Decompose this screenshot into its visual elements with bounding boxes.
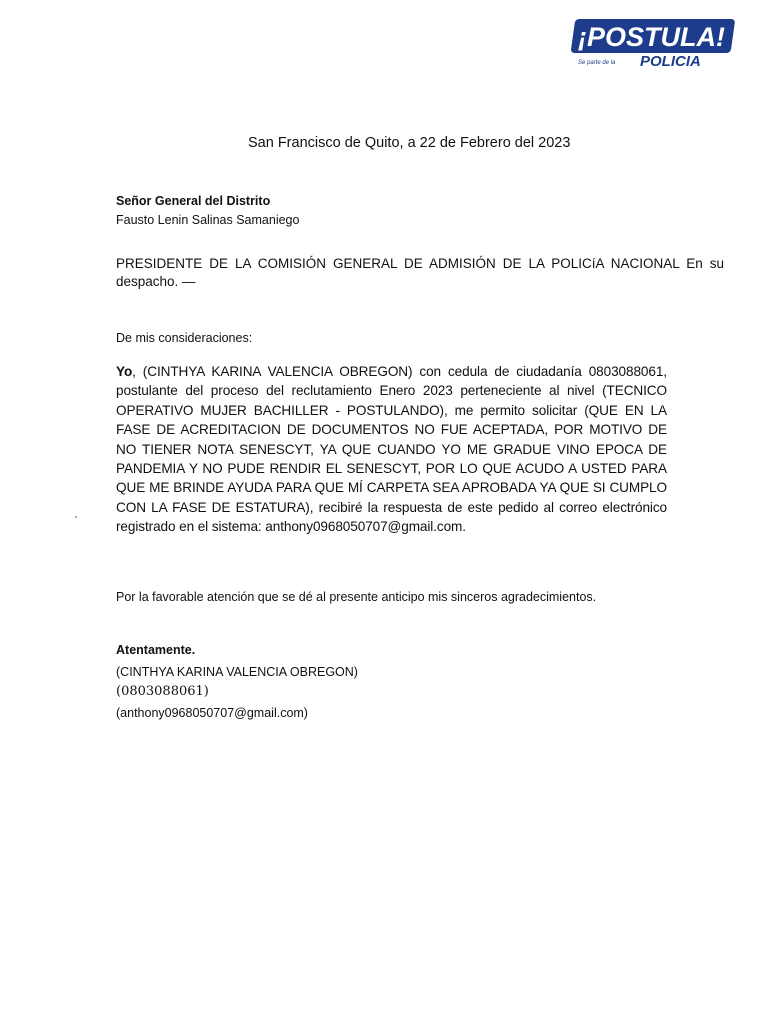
signature-email: (anthony0968050707@gmail.com) bbox=[116, 706, 308, 720]
body-lead: Yo bbox=[116, 364, 133, 379]
logo-sub-text: POLICIA bbox=[640, 53, 701, 70]
body-text: , (CINTHYA KARINA VALENCIA OBREGON) con cedula de ciudadanía 0803088061, postulante del proceso del reclutamiento Enero 2023 perteneciente al nivel (TECNICO OPERATIVO MUJER BACHILLER - POSTULANDO), me permito solicitar (QUE EN LA FASE DE ACREDITACION DE DOCUMENTOS NO FUE ACEPTADA, POR MOTIVO DE NO TIENER NOTA SENESCYT, YA QUE CUANDO YO ME GRADUE VINO EPOCA DE PANDEMIA Y NO PUDE RENDIR EL SENESCYT, POR LO QUE ACUDO A USTED PARA QUE ME BRINDE AYUDA PARA QUE MÍ CARPETA SEA APROBADA YA QUE SI CUMPLO CON LA FASE DE ESTATURA), recibiré la respuesta de este pedido al correo electrónico registrado en el sistema: anthony0968050707@gmail.com. bbox=[116, 364, 667, 535]
closing-line: Por la favorable atención que se dé al presente anticipo mis sinceros agradecimientos. bbox=[116, 590, 597, 604]
postula-policia-logo bbox=[566, 14, 738, 70]
logo-tagline: Se parte de la bbox=[578, 60, 616, 66]
stray-dot bbox=[75, 516, 77, 518]
recipient-title: Señor General del Distrito bbox=[116, 194, 271, 208]
recipient-name: Fausto Lenin Salinas Samaniego bbox=[116, 213, 300, 227]
letter-body bbox=[116, 362, 667, 537]
greeting: De mis consideraciones: bbox=[116, 331, 253, 345]
signoff: Atentamente. bbox=[116, 643, 196, 657]
signature-name: (CINTHYA KARINA VALENCIA OBREGON) bbox=[116, 665, 358, 679]
recipient-position: PRESIDENTE DE LA COMISIÓN GENERAL DE ADMISIÓN DE LA POLICíA NACIONAL En su despacho. — bbox=[116, 256, 724, 289]
signature-id: (0803088061) bbox=[116, 684, 209, 699]
logo-main-text: ¡POSTULA! bbox=[578, 22, 725, 52]
date-line: San Francisco de Quito, a 22 de Febrero del 2023 bbox=[248, 135, 571, 151]
